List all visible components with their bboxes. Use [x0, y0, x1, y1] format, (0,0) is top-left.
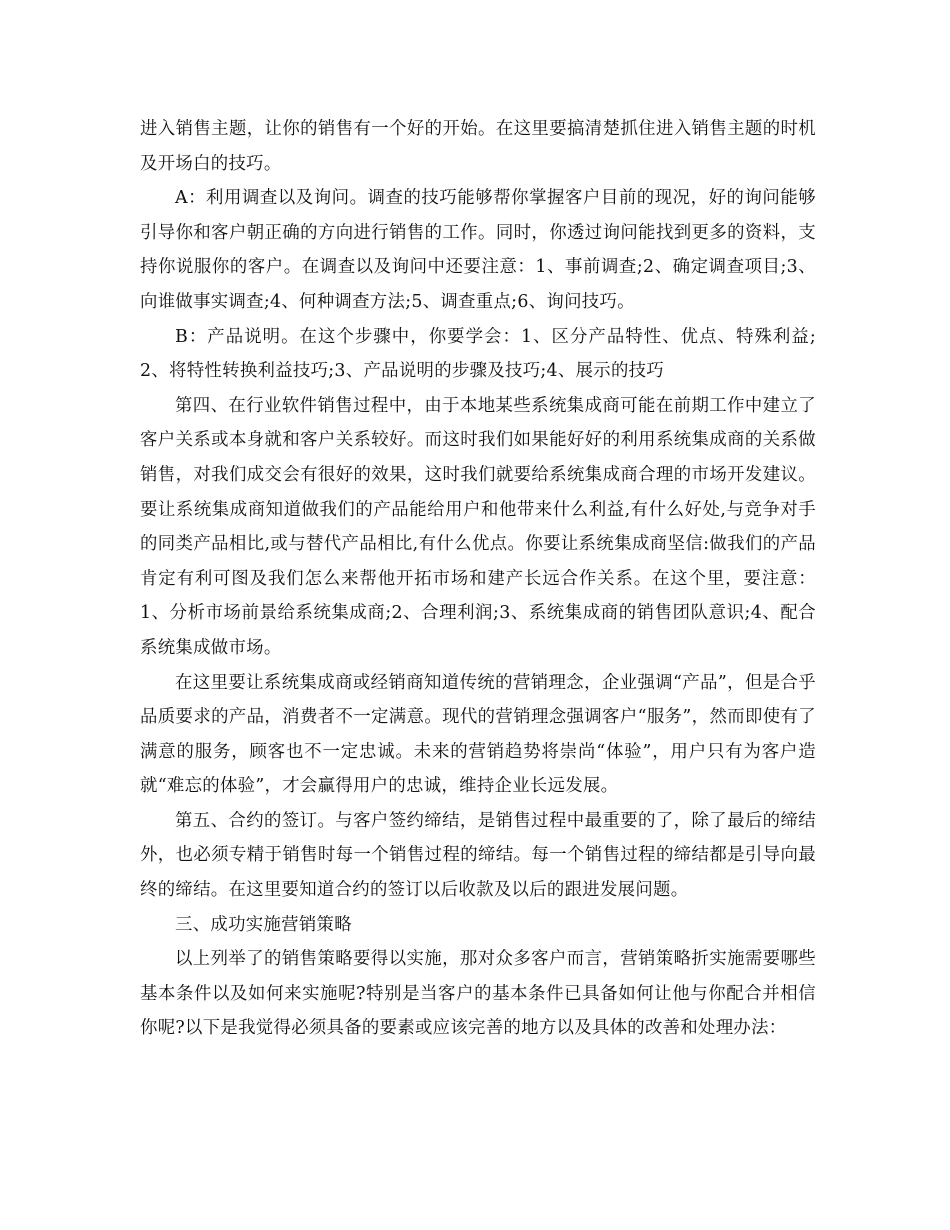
paragraph-survey-inquiry: A：利用调查以及询问。调查的技巧能够帮你掌握客户目前的现况，好的询问能够引导你和客户朝正确的方向进行销售的工作。同时，你透过询问能找到更多的资料，支持你说服你的客户。在调查以及询问中还要注意：1、事前调查;2、确定调查项目;3、向谁做事实调查;4、何种调查方法;5、调查重点;6、询问技巧。 [140, 188, 816, 312]
section-heading-implementation: 三、成功实施营销策略 [175, 914, 352, 935]
paragraph-marketing-concepts: 在这里要让系统集成商或经销商知道传统的营销理念，企业强调“产品”，但是合乎品质要求的产品，消费者不一定满意。现代的营销理念强调客户“服务”，然而即使有了满意的服务，顾客也不一定忠诚。未来的营销趋势将崇尚“体验”，用户只有为客户造就“难忘的体验”，才会赢得用户的忠诚，维持企业长远发展。 [140, 672, 816, 797]
document-body [140, 112, 816, 1046]
paragraph-implementation: 以上列举了的销售策略要得以实施，那对众多客户而言，营销策略折实施需要哪些基本条件以及如何来实施呢?特别是当客户的基本条件已具备如何让他与你配合并相信你呢?以下是我觉得必须具备的要素或应该完善的地方以及具体的改善和处理办法： [140, 949, 816, 1039]
paragraph-product-description: B：产品说明。在这个步骤中，你要学会：1、区分产品特性、优点、特殊利益;2、将特性转换利益技巧;3、产品说明的步骤及技巧;4、展示的技巧 [140, 326, 816, 382]
paragraph-intro: 进入销售主题，让你的销售有一个好的开始。在这里要搞清楚抓住进入销售主题的时机及开场白的技巧。 [140, 119, 816, 174]
paragraph-step-five: 第五、合约的签订。与客户签约缔结，是销售过程中最重要的了，除了最后的缔结外，也必须专精于销售时每一个销售过程的缔结。每一个销售过程的缔结都是引导向最终的缔结。在这里要知道合约的签订以后收款及以后的跟进发展问题。 [140, 810, 816, 901]
paragraph-step-four: 第四、在行业软件销售过程中，由于本地某些系统集成商可能在前期工作中建立了客户关系或本身就和客户关系较好。而这时我们如果能好好的利用系统集成商的关系做销售，对我们成交会有很好的效果，这时我们就要给系统集成商合理的市场开发建议。要让系统集成商知道做我们的产品能给用户和他带来什么利益,有什么好处,与竞争对手的同类产品相比,或与替代产品相比,有什么优点。你要让系统集成商坚信:做我们的产品肯定有利可图及我们怎么来帮他开拓市场和建产长远合作关系。在这个里，要注意：1、分析市场前景给系统集成商;2、合理利润;3、系统集成商的销售团队意识;4、配合系统集成做市场。 [140, 395, 816, 658]
